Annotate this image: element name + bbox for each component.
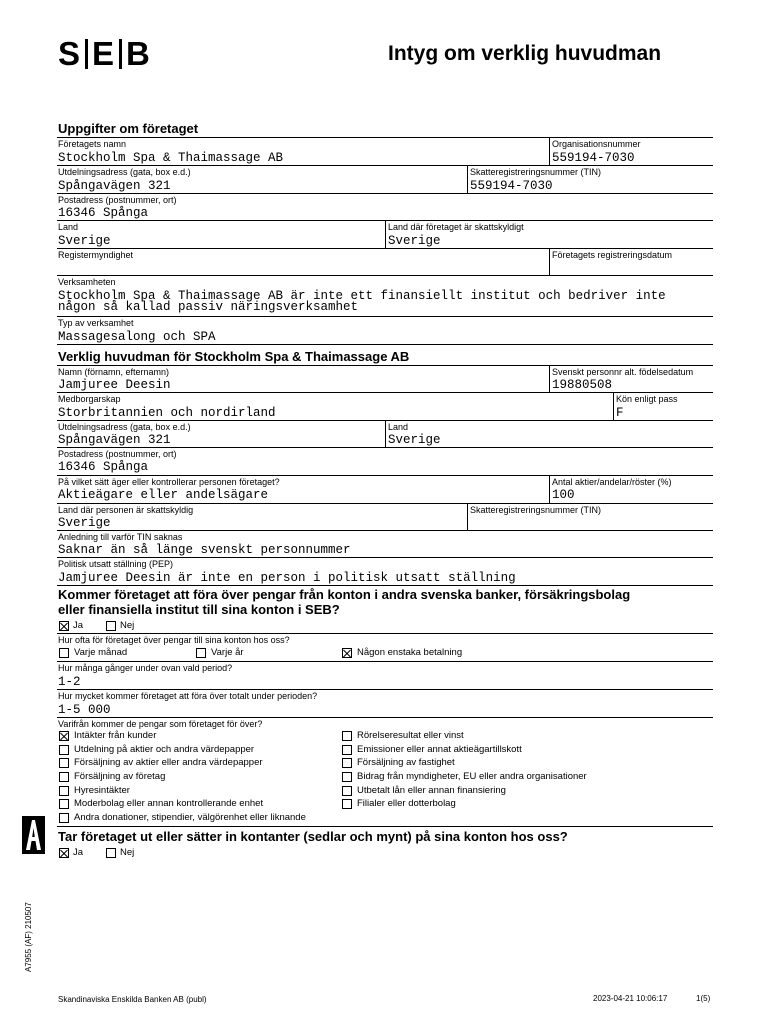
owner-pnr-value: 19880508 [552, 378, 613, 392]
source-checkbox[interactable] [59, 772, 69, 782]
footer-bank: Skandinaviska Enskilda Banken AB (publ) [58, 995, 207, 1004]
source-checkbox[interactable] [342, 758, 352, 768]
owner-address-label: Utdelningsadress (gata, box e.d.) [58, 422, 191, 432]
cash-yes-label: Ja [73, 847, 84, 858]
pep-label: Politisk utsatt ställning (PEP) [58, 559, 174, 569]
cash-no-label: Nej [120, 847, 135, 858]
footer-timestamp: 2023-04-21 10:06:17 [593, 994, 668, 1003]
control-label: På vilket sätt äger eller kontrollerar personen företaget? [58, 477, 280, 487]
cash-question: Tar företaget ut eller sätter in kontanter (sedlar och mynt) på sina konton hos oss? [58, 829, 568, 844]
source-checkbox[interactable] [342, 786, 352, 796]
footer-page: 1(5) [696, 994, 711, 1003]
source-checkbox[interactable] [59, 799, 69, 809]
amount-value: 1-5 000 [58, 703, 111, 717]
orgnr-value: 559194-7030 [552, 151, 635, 165]
source-label-item: Moderbolag eller annan kontrollerande enhet [74, 798, 264, 809]
seb-logo: S E B [58, 35, 151, 72]
freq-monthly-checkbox[interactable] [59, 648, 69, 658]
owner-section-title: Verklig huvudman för Stockholm Spa & Thaimassage AB [58, 349, 410, 364]
freq-yearly-label: Varje år [211, 647, 244, 658]
freq-occasional-checkbox[interactable] [342, 648, 352, 658]
company-postal-value: 16346 Spånga [58, 206, 149, 220]
business-type-label: Typ av verksamhet [58, 318, 134, 328]
company-postal-label: Postadress (postnummer, ort) [58, 195, 177, 205]
owner-name-label: Namn (förnamn, efternamn) [58, 367, 170, 377]
freq-yearly-checkbox[interactable] [196, 648, 206, 658]
owner-tax-country-value: Sverige [58, 516, 111, 530]
owner-address-value: Spångavägen 321 [58, 433, 171, 447]
owner-name-value: Jamjuree Deesin [58, 378, 171, 392]
source-label-item: Andra donationer, stipendier, välgörenhet eller liknande [74, 812, 306, 823]
transfer-no-checkbox[interactable] [106, 621, 116, 631]
times-value: 1-2 [58, 675, 81, 689]
company-name-label: Företagets namn [58, 139, 127, 149]
no-tin-label: Anledning till varför TIN saknas [58, 532, 183, 542]
divider [57, 137, 713, 138]
business-value-line2: någon så kallad passiv näringsverksamhet [58, 300, 359, 314]
source-checkbox[interactable] [342, 799, 352, 809]
source-label-item: Försäljning av företag [74, 771, 166, 782]
source-checkbox[interactable] [59, 786, 69, 796]
control-value: Aktieägare eller andelsägare [58, 488, 269, 502]
transfer-yes-checkbox[interactable] [59, 621, 69, 631]
source-label-item: Hyresintäkter [74, 785, 130, 796]
reg-date-label: Företagets registreringsdatum [552, 250, 673, 260]
source-label: Varifrån kommer de pengar som företaget för över? [58, 719, 263, 729]
form-code: A7955 (AF) 210507 [24, 902, 33, 972]
transfer-yes-label: Ja [73, 620, 84, 631]
source-checkbox[interactable] [59, 813, 69, 823]
freq-occasional-label: Någon enstaka betalning [357, 647, 463, 658]
business-value-line1: Stockholm Spa & Thaimassage AB är inte ett finansiellt institut och bedriver inte [58, 289, 666, 303]
company-tax-country-value: Sverige [388, 234, 441, 248]
registry-label: Registermyndighet [58, 250, 134, 260]
form-a-mark-icon [22, 816, 45, 854]
source-checkbox[interactable] [59, 758, 69, 768]
source-label-item: Bidrag från myndigheter, EU eller andra organisationer [357, 771, 587, 782]
source-label-item: Utbetalt lån eller annan finansiering [357, 785, 506, 796]
no-tin-value: Saknar än så länge svenskt personnummer [58, 543, 351, 557]
business-type-value: Massagesalong och SPA [58, 330, 216, 344]
owner-tax-country-label: Land där personen är skattskyldig [58, 505, 194, 515]
company-name-value: Stockholm Spa & Thaimassage AB [58, 151, 284, 165]
orgnr-label: Organisationsnummer [552, 139, 641, 149]
freq-monthly-label: Varje månad [74, 647, 128, 658]
owner-pnr-label: Svenskt personnr alt. födelsedatum [552, 367, 694, 377]
owner-postal-value: 16346 Spånga [58, 460, 149, 474]
source-checkbox[interactable] [342, 772, 352, 782]
cash-no-checkbox[interactable] [106, 848, 116, 858]
gender-label: Kön enligt pass [616, 394, 678, 404]
owner-tin-label: Skatteregistreringsnummer (TIN) [470, 505, 602, 515]
owner-postal-label: Postadress (postnummer, ort) [58, 449, 177, 459]
source-label-item: Försäljning av fastighet [357, 757, 455, 768]
company-tin-label: Skatteregistreringsnummer (TIN) [470, 167, 602, 177]
shares-value: 100 [552, 488, 575, 502]
source-label-item: Emissioner eller annat aktieägartillskott [357, 744, 522, 755]
citizenship-label: Medborgarskap [58, 394, 121, 404]
source-checkbox[interactable] [59, 731, 69, 741]
transfer-no-label: Nej [120, 620, 135, 631]
source-label-item: Utdelning på aktier och andra värdepapper [74, 744, 255, 755]
source-checkbox[interactable] [342, 731, 352, 741]
times-label: Hur många gånger under ovan vald period? [58, 663, 233, 673]
owner-country-label: Land [388, 422, 409, 432]
company-tin-value: 559194-7030 [470, 179, 553, 193]
company-tax-country-label: Land där företaget är skattskyldigt [388, 222, 524, 232]
company-country-label: Land [58, 222, 79, 232]
company-country-value: Sverige [58, 234, 111, 248]
shares-label: Antal aktier/andelar/röster (%) [552, 477, 672, 487]
company-address-value: Spångavägen 321 [58, 179, 171, 193]
gender-value: F [616, 406, 624, 420]
business-label: Verksamheten [58, 277, 116, 287]
source-checkbox[interactable] [59, 745, 69, 755]
source-label-item: Försäljning av aktier eller andra värdepapper [74, 757, 263, 768]
company-address-label: Utdelningsadress (gata, box e.d.) [58, 167, 191, 177]
freq-label: Hur ofta för företaget över pengar till sina konton hos oss? [58, 635, 290, 645]
cash-yes-checkbox[interactable] [59, 848, 69, 858]
transfer-question-line2: eller finansiella institut till sina konton i SEB? [58, 602, 340, 617]
company-section-title: Uppgifter om företaget [58, 121, 199, 136]
citizenship-value: Storbritannien och nordirland [58, 406, 276, 420]
transfer-question-line1: Kommer företaget att föra över pengar från konton i andra svenska banker, försäkringsbolag [58, 587, 631, 602]
pep-value: Jamjuree Deesin är inte en person i politisk utsatt ställning [58, 571, 516, 585]
amount-label: Hur mycket kommer företaget att föra över totalt under perioden? [58, 691, 318, 701]
source-label-item: Rörelseresultat eller vinst [357, 730, 464, 741]
source-label-item: Filialer eller dotterbolag [357, 798, 456, 809]
document-title: Intyg om verklig huvudman [388, 42, 662, 65]
source-checkbox[interactable] [342, 745, 352, 755]
owner-country-value: Sverige [388, 433, 441, 447]
source-label-item: Intäkter från kunder [74, 730, 157, 741]
